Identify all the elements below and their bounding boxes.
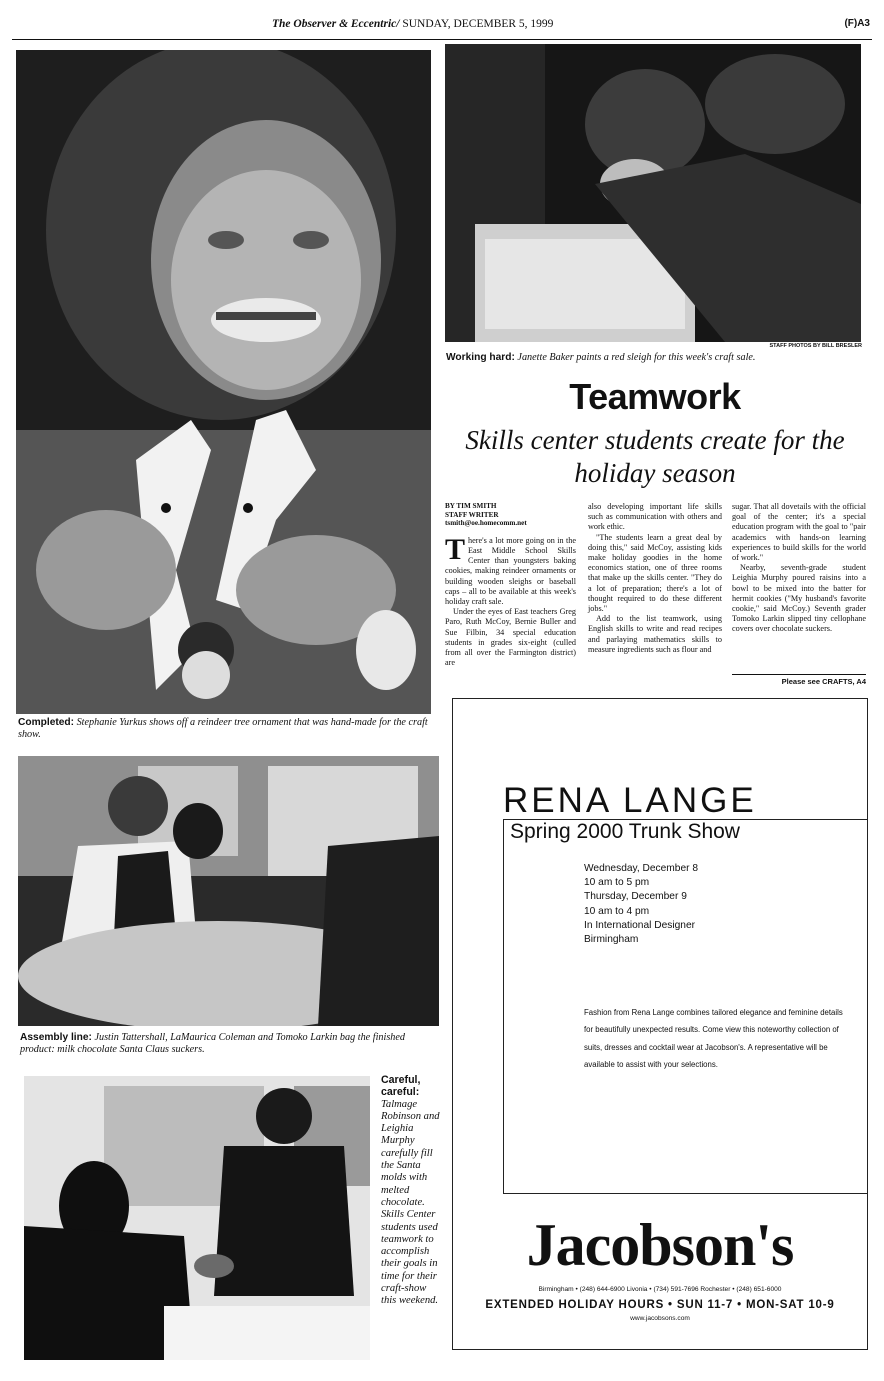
page-number: (F)A3 xyxy=(844,18,870,29)
caption-working-text: Janette Baker paints a red sleigh for this week's craft sale. xyxy=(517,352,756,363)
photo-assembly xyxy=(18,756,439,1026)
byline-name: BY TIM SMITH xyxy=(445,502,497,510)
caption-working-label: Working hard: xyxy=(446,352,515,363)
caption-assembly-text: Justin Tattershall, LaMaurica Coleman and Tomoko Larkin bag the finished product: milk chocolate Santa Claus suckers. xyxy=(20,1032,405,1055)
caption-working xyxy=(446,352,866,364)
article-paragraph: sugar. That all dovetails with the official goal of the center; it's a special education program with the goal to "pair academics with hands-on learning experiences to build skills for the world of work." xyxy=(732,502,866,563)
masthead-rule xyxy=(12,39,872,40)
article-paragraph: Nearby, seventh-grade student Leighia Murphy poured raisins into a bowl to be mixed into the batter for hermit cookies ("My husband's favorite cookie," said McCoy.) Seventh grader Tomoko Larkin slipped tiny cellophane covers over chocolate suckers. xyxy=(732,563,866,634)
ad-hours: EXTENDED HOLIDAY HOURS • SUN 11-7 • MON-SAT 10-9 xyxy=(485,1299,835,1311)
ad-details xyxy=(584,862,698,947)
article-paragraph: There's a lot more going on in the East Middle School Skills Center than youngsters baking cookies, making reindeer ornaments or building wooden sleighs or baseball caps – all to be available at this week's holiday craft sale. xyxy=(445,532,576,606)
ad-line: Wednesday, December 8 xyxy=(584,863,699,874)
article-column-3 xyxy=(732,502,866,635)
masthead xyxy=(0,18,884,38)
caption-careful xyxy=(381,1074,443,1308)
ad-line: Thursday, December 9 xyxy=(584,891,687,903)
article-paragraph: Add to the list teamwork, using English skills to write and read recipes and parlaying mathematics skills to measure ingredients such as flour and xyxy=(588,614,722,654)
masthead-title: The Observer & Eccentric/ SUNDAY, DECEMBER 5, 1999 xyxy=(272,18,554,30)
article-headline: Teamwork xyxy=(569,376,741,417)
article-paragraph: "The students learn a great deal by doing this," said McCoy, assisting kids make holiday goodies in the home economics station, one of three rooms that make up the skills center. "They do a lot of preparation; there's a lot of thought required to do these different jobs." xyxy=(588,532,722,614)
ad-locations: Birmingham • (248) 644-6900 Livonia • (734) 591-7696 Rochester • (248) 651-6000 xyxy=(538,1286,782,1293)
caption-completed-label: Completed: xyxy=(18,717,75,728)
ad-url[interactable]: www.jacobsons.com xyxy=(630,1315,690,1322)
article-column-1 xyxy=(445,502,576,668)
caption-assembly-label: Assembly line: xyxy=(20,1032,92,1043)
ad-title: Spring 2000 Trunk Show xyxy=(510,820,740,843)
ad-body: Fashion from Rena Lange combines tailored elegance and feminine details for beautifully unexpected results. Come view this noteworthy collection of suits, dresses and cocktail wear at Jacobson's. A representative will be available to assist with your selections. xyxy=(584,1008,843,1069)
dropcap: T xyxy=(445,532,466,566)
article-paragraph: Under the eyes of East teachers Greg Paro, Ruth McCoy, Bernie Buller and Sue Filbin, 34 special education students in grades six-eight (culled from all over the Farmington district) are xyxy=(445,607,576,668)
ad-line: Birmingham xyxy=(584,934,639,946)
photo-working-image xyxy=(445,44,861,342)
article-column-2 xyxy=(588,502,722,655)
ad-line: 10 am to 4 pm xyxy=(584,905,650,917)
jump-line[interactable]: Please see CRAFTS, A4 xyxy=(781,677,866,686)
photo-working xyxy=(445,44,861,342)
article-deck: Skills center students create for the holiday season xyxy=(465,425,845,488)
caption-careful-text: Talmage Robinson and Leighia Murphy carefully fill the Santa molds with melted chocolate. Skills Center students used teamwork to accomplish their goals in time for their craft-show this weekend. xyxy=(381,1098,440,1307)
photo-assembly-image xyxy=(18,756,439,1026)
byline-title: STAFF WRITER xyxy=(445,510,499,519)
article-paragraph: also developing important life skills such as communication with others and work ethic. xyxy=(588,502,722,532)
masthead-date: SUNDAY, DECEMBER 5, 1999 xyxy=(402,18,554,30)
photo-careful xyxy=(24,1076,370,1360)
caption-careful-label: Careful, careful: xyxy=(381,1074,421,1099)
photo-credit: STAFF PHOTOS BY BILL BRESLER xyxy=(769,343,862,349)
byline xyxy=(445,502,576,528)
photo-completed-image xyxy=(16,50,431,714)
ad-store-logo: Jacobson's xyxy=(526,1212,794,1278)
ad-brand: RENA LANGE xyxy=(503,781,757,820)
byline-email: tsmith@oe.homecomm.net xyxy=(445,519,527,528)
ad-line: 10 am to 5 pm xyxy=(584,877,650,889)
ad-jacobsons xyxy=(452,698,868,1350)
caption-completed-text: Stephanie Yurkus shows off a reindeer tree ornament that was hand-made for the craft show. xyxy=(18,717,428,740)
photo-completed xyxy=(16,50,431,714)
caption-assembly xyxy=(20,1032,440,1056)
jump-rule xyxy=(732,674,866,675)
caption-completed xyxy=(18,717,432,741)
ad-title-box xyxy=(503,819,868,1194)
photo-careful-image xyxy=(24,1076,370,1360)
ad-line: In International Designer xyxy=(584,919,695,931)
